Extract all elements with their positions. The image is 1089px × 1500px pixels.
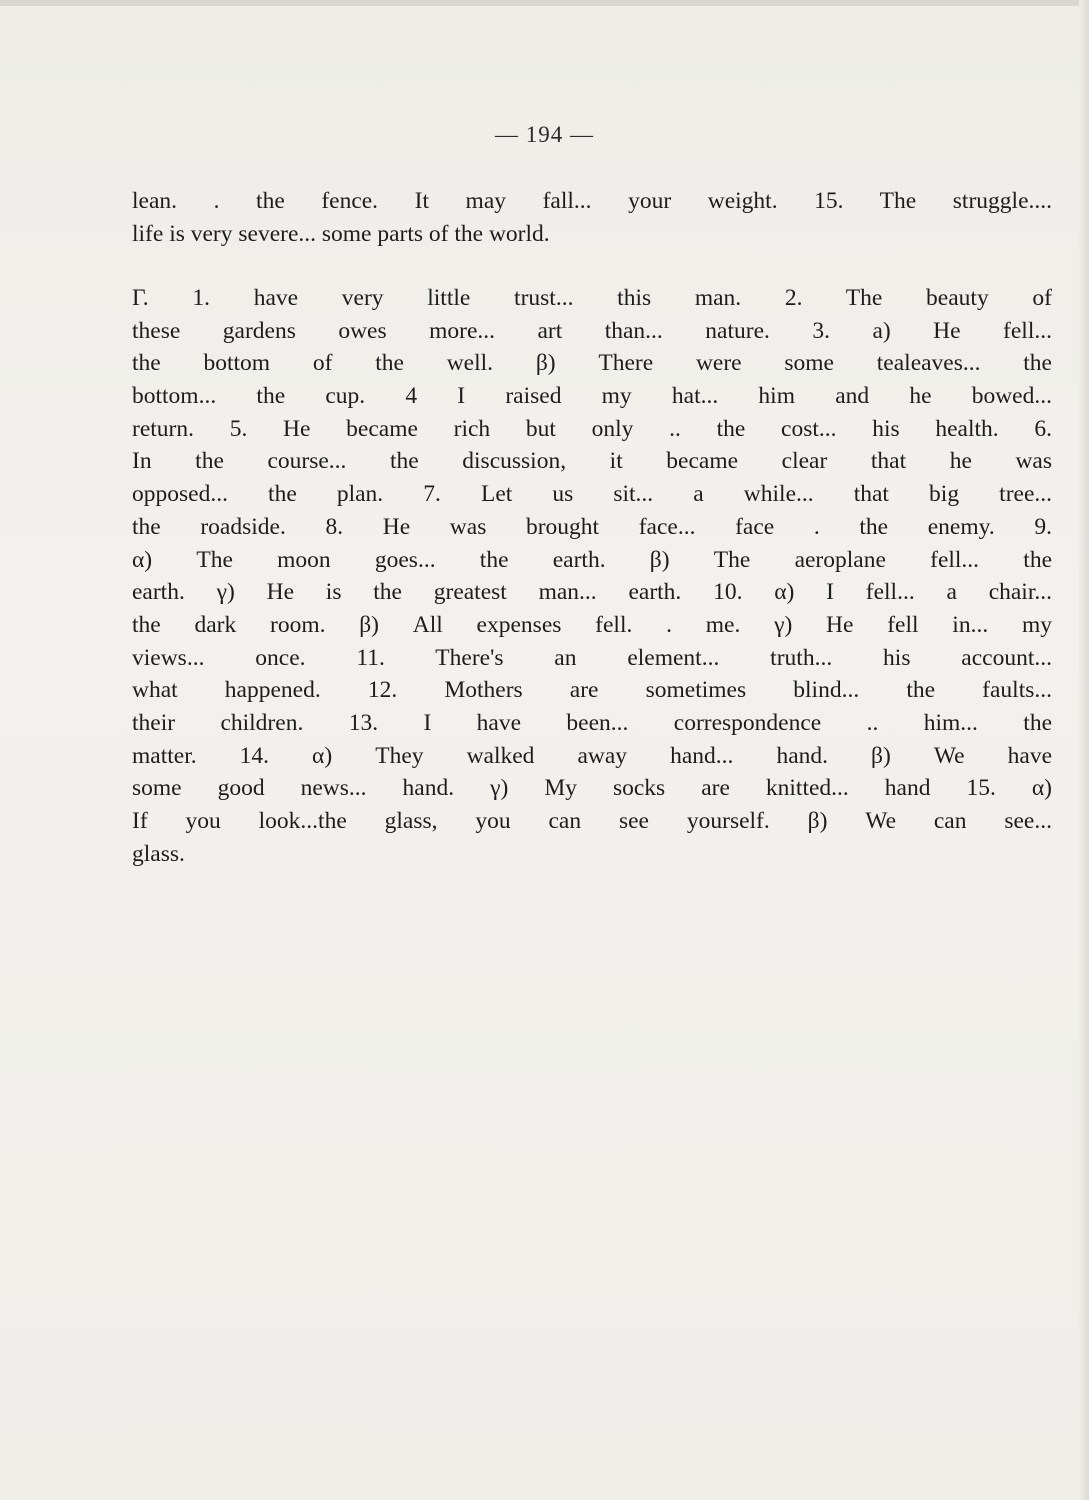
page-number: — 194 — — [495, 122, 594, 147]
text-line: their children. 13. I have been... correspondence .. him... the — [132, 709, 1052, 736]
text-line: Γ. 1. have very little trust... this man. 2. The beauty of — [132, 285, 1052, 311]
text-line: lean. . the fence. It may fall... your weight. 15. The struggle.... — [132, 188, 1052, 214]
text-line: matter. 14. α) They walked away hand... hand. β) We have — [132, 742, 1052, 769]
text-line: life is very severe... some parts of the world. — [132, 220, 550, 247]
text-line: In the course... the discussion, it became clear that he was — [132, 448, 1052, 475]
text-line: α) The moon goes... the earth. β) The aeroplane fell... the — [132, 546, 1052, 573]
page-top-edge — [0, 0, 1089, 6]
paragraph-2 — [132, 282, 1052, 870]
text-line: earth. γ) He is the greatest man... earth. 10. α) I fell... a chair... — [132, 579, 1052, 606]
text-line: return. 5. He became rich but only .. the cost... his health. 6. — [132, 415, 1052, 442]
text-line: what happened. 12. Mothers are sometimes blind... the faults... — [132, 677, 1052, 704]
text-line: If you look...the glass, you can see yourself. β) We can see... — [132, 808, 1052, 834]
text-line: these gardens owes more... art than... nature. 3. a) He fell... — [132, 317, 1052, 344]
page-right-edge — [1079, 0, 1089, 1500]
text-line: bottom... the cup. 4 I raised my hat... him and he bowed... — [132, 383, 1052, 410]
text-line: the dark room. β) All expenses fell. . me. γ) He fell in... my — [132, 611, 1052, 638]
text-line: some good news... hand. γ) My socks are knitted... hand 15. α) — [132, 775, 1052, 802]
text-line: the bottom of the well. β) There were some tealeaves... the — [132, 350, 1052, 377]
text-line: glass. — [132, 840, 185, 867]
text-line: opposed... the plan. 7. Let us sit... a while... that big tree... — [132, 481, 1052, 508]
paragraph-1 — [132, 185, 1052, 250]
text-line: views... once. 11. There's an element... truth... his account... — [132, 644, 1052, 671]
text-line: the roadside. 8. He was brought face... face . the enemy. 9. — [132, 513, 1052, 540]
